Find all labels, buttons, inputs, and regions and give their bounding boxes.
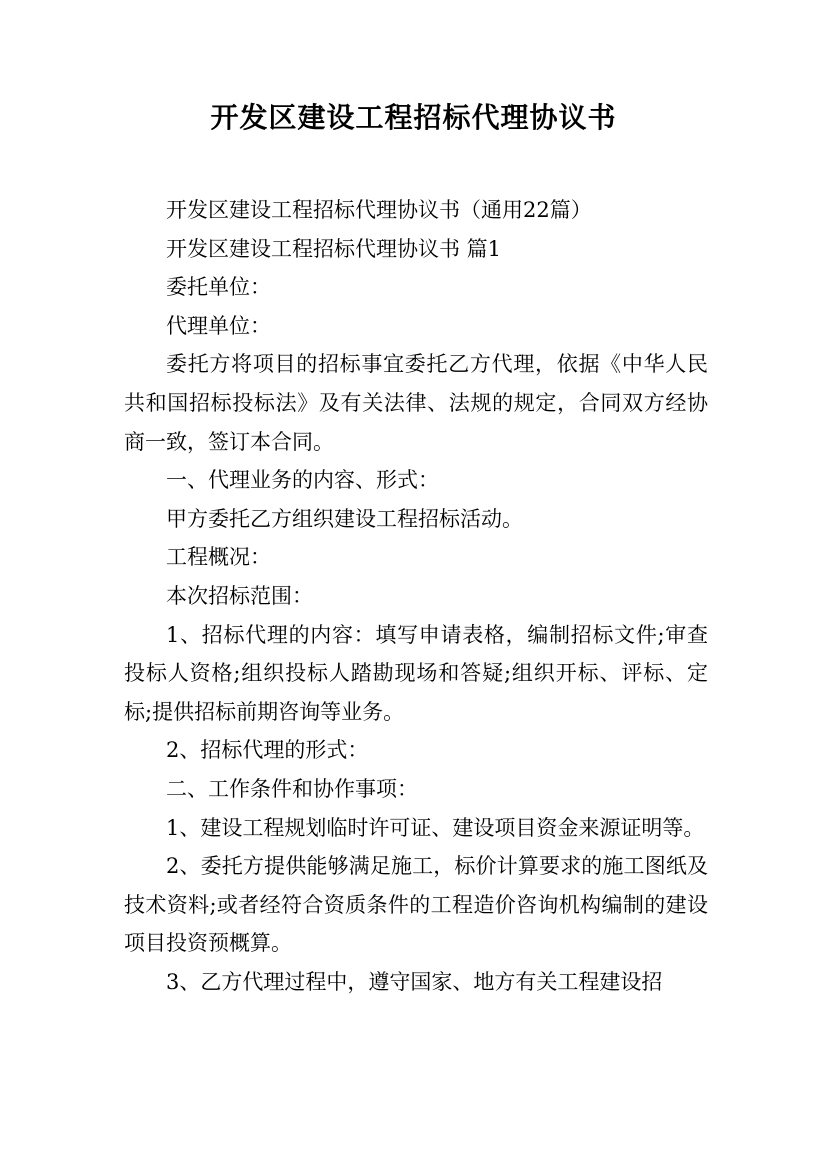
paragraph-principal: 委托单位：	[166, 275, 271, 300]
paragraph-heading-part1: 开发区建设工程招标代理协议书 篇1	[166, 236, 502, 261]
paragraph-item2-form: 2、招标代理的形式：	[166, 738, 369, 763]
paragraph-commission: 甲方委托乙方组织建设工程招标活动。	[166, 506, 523, 531]
paragraph-condition2: 2、委托方提供能够满足施工，标价计算要求的施工图纸及技术资料;或者经符合资质条件的工程造价咨询机构编制的建设项目投资预概算。	[124, 854, 708, 956]
paragraph-agent: 代理单位：	[166, 313, 271, 338]
paragraph-intro: 委托方将项目的招标事宜委托乙方代理，依据《中华人民共和国招标投标法》及有关法律、法规的规定，合同双方经协商一致，签订本合同。	[124, 352, 708, 454]
paragraph-scope: 本次招标范围：	[166, 583, 313, 608]
paragraph-heading-collection: 开发区建设工程招标代理协议书（通用22篇）	[166, 198, 592, 222]
paragraph-condition1: 1、建设工程规划临时许可证、建设项目资金来源证明等。	[166, 815, 705, 840]
paragraph-condition3: 3、乙方代理过程中，遵守国家、地方有关工程建设招	[166, 969, 663, 994]
paragraph-section2: 二、工作条件和协作事项：	[166, 776, 418, 801]
paragraph-overview: 工程概况：	[166, 545, 271, 570]
paragraph-item1-content: 1、招标代理的内容：填写申请表格，编制招标文件;审查投标人资格;组织投标人踏勘现场和答疑;组织开标、评标、定标;提供招标前期咨询等业务。	[124, 622, 708, 724]
document-title: 开发区建设工程招标代理协议书	[210, 101, 617, 134]
document-body	[124, 191, 708, 1001]
paragraph-section1: 一、代理业务的内容、形式：	[166, 468, 439, 493]
